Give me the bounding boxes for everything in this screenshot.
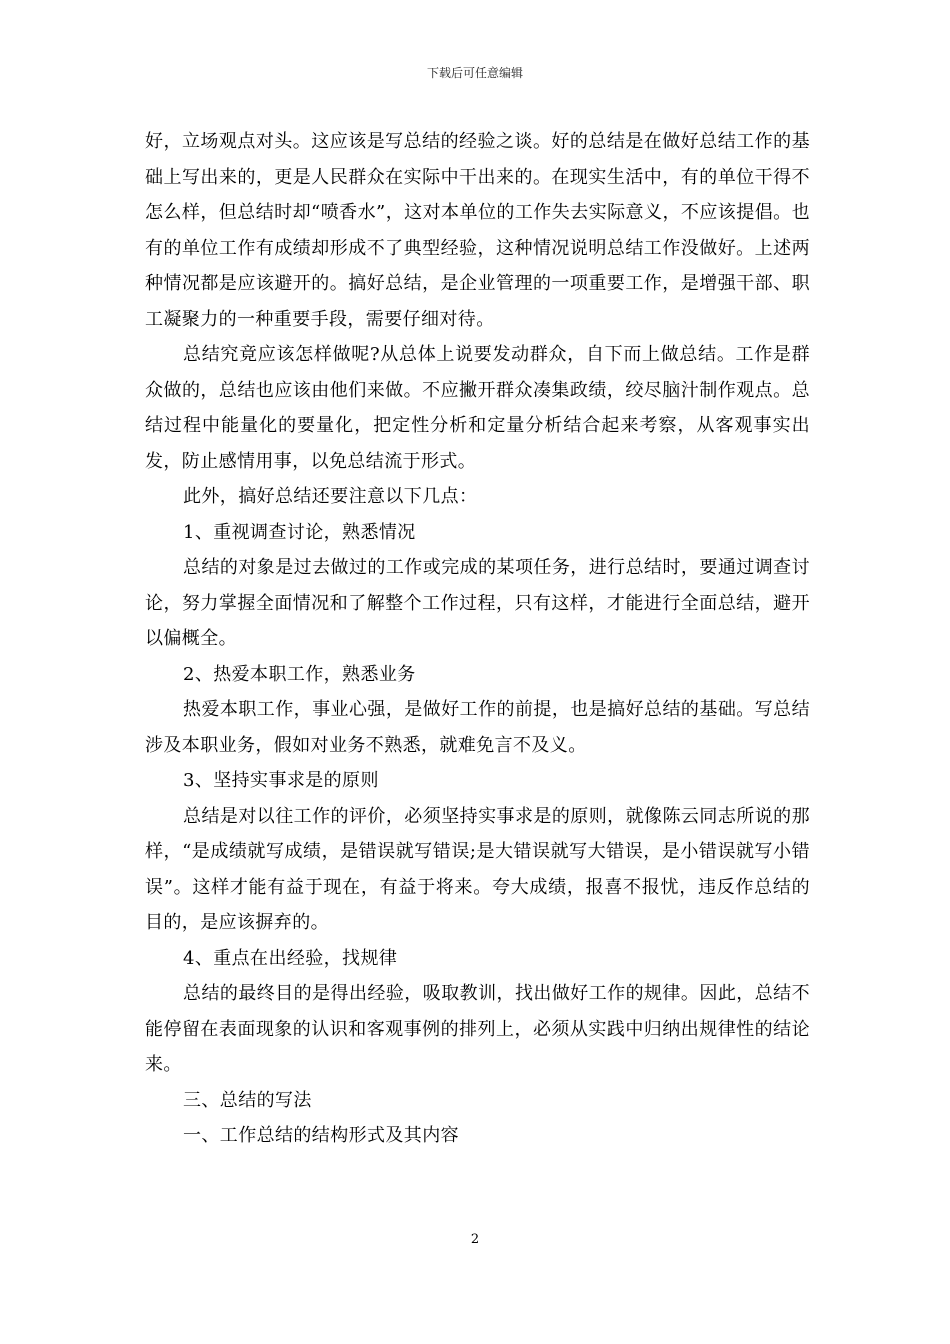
page-header: 下载后可任意编辑: [426, 66, 523, 80]
paragraph: 此外，搞好总结还要注意以下几点：: [183, 486, 478, 507]
section-heading: 2、热爱本职工作，熟悉业务: [183, 663, 416, 685]
document-body: [145, 124, 810, 1154]
paragraph: 总结究竟应该怎样做呢?从总体上说要发动群众，自下而上做总结。工作是群众做的，总结也应该由他们来做。不应撇开群众凑集政绩，绞尽脑汁制作观点。总结过程中能量化的要量化，把定性分析和定量分析结合起来考察，从客观事实出发，防止感情用事，以免总结流于形式。: [145, 344, 810, 472]
page-number: 2: [470, 1232, 480, 1247]
section-heading: 4、重点在出经验，找规律: [183, 947, 398, 969]
paragraph: 总结的对象是过去做过的工作或完成的某项任务，进行总结时，要通过调查讨论，努力掌握全面情况和了解整个工作过程，只有这样，才能进行全面总结，避开以偏概全。: [145, 557, 810, 649]
section-heading: 3、坚持实事求是的原则: [183, 770, 379, 791]
subchapter-heading: 一、工作总结的结构形式及其内容: [183, 1125, 459, 1146]
paragraph: 总结是对以往工作的评价，必须坚持实事求是的原则，就像陈云同志所说的那样，“是成绩就写成绩，是错误就写错误;是大错误就写大错误，是小错误就写小错误”。这样才能有益于现在，有益于将来。夸大成绩，报喜不报忧，违反作总结的目的，是应该摒弃的。: [145, 805, 810, 933]
paragraph-continuation: 好，立场观点对头。这应该是写总结的经验之谈。好的总结是在做好总结工作的基础上写出来的，更是人民群众在实际中干出来的。在现实生活中，有的单位干得不怎么样，但总结时却“喷香水”，这对本单位的工作失去实际意义，不应该提倡。也有的单位工作有成绩却形成不了典型经验，这种情况说明总结工作没做好。上述两种情况都是应该避开的。搞好总结，是企业管理的一项重要工作，是增强干部、职工凝聚力的一种重要手段，需要仔细对待。: [145, 131, 810, 330]
section-heading: 1、重视调查讨论，熟悉情况: [183, 521, 416, 543]
paragraph: 总结的最终目的是得出经验，吸取教训，找出做好工作的规律。因此，总结不能停留在表面现象的认识和客观事例的排列上，必须从实践中归纳出规律性的结论来。: [145, 983, 810, 1075]
chapter-heading: 三、总结的写法: [183, 1089, 312, 1111]
paragraph: 热爱本职工作，事业心强，是做好工作的前提，也是搞好总结的基础。写总结涉及本职业务，假如对业务不熟悉，就难免言不及义。: [145, 699, 810, 756]
